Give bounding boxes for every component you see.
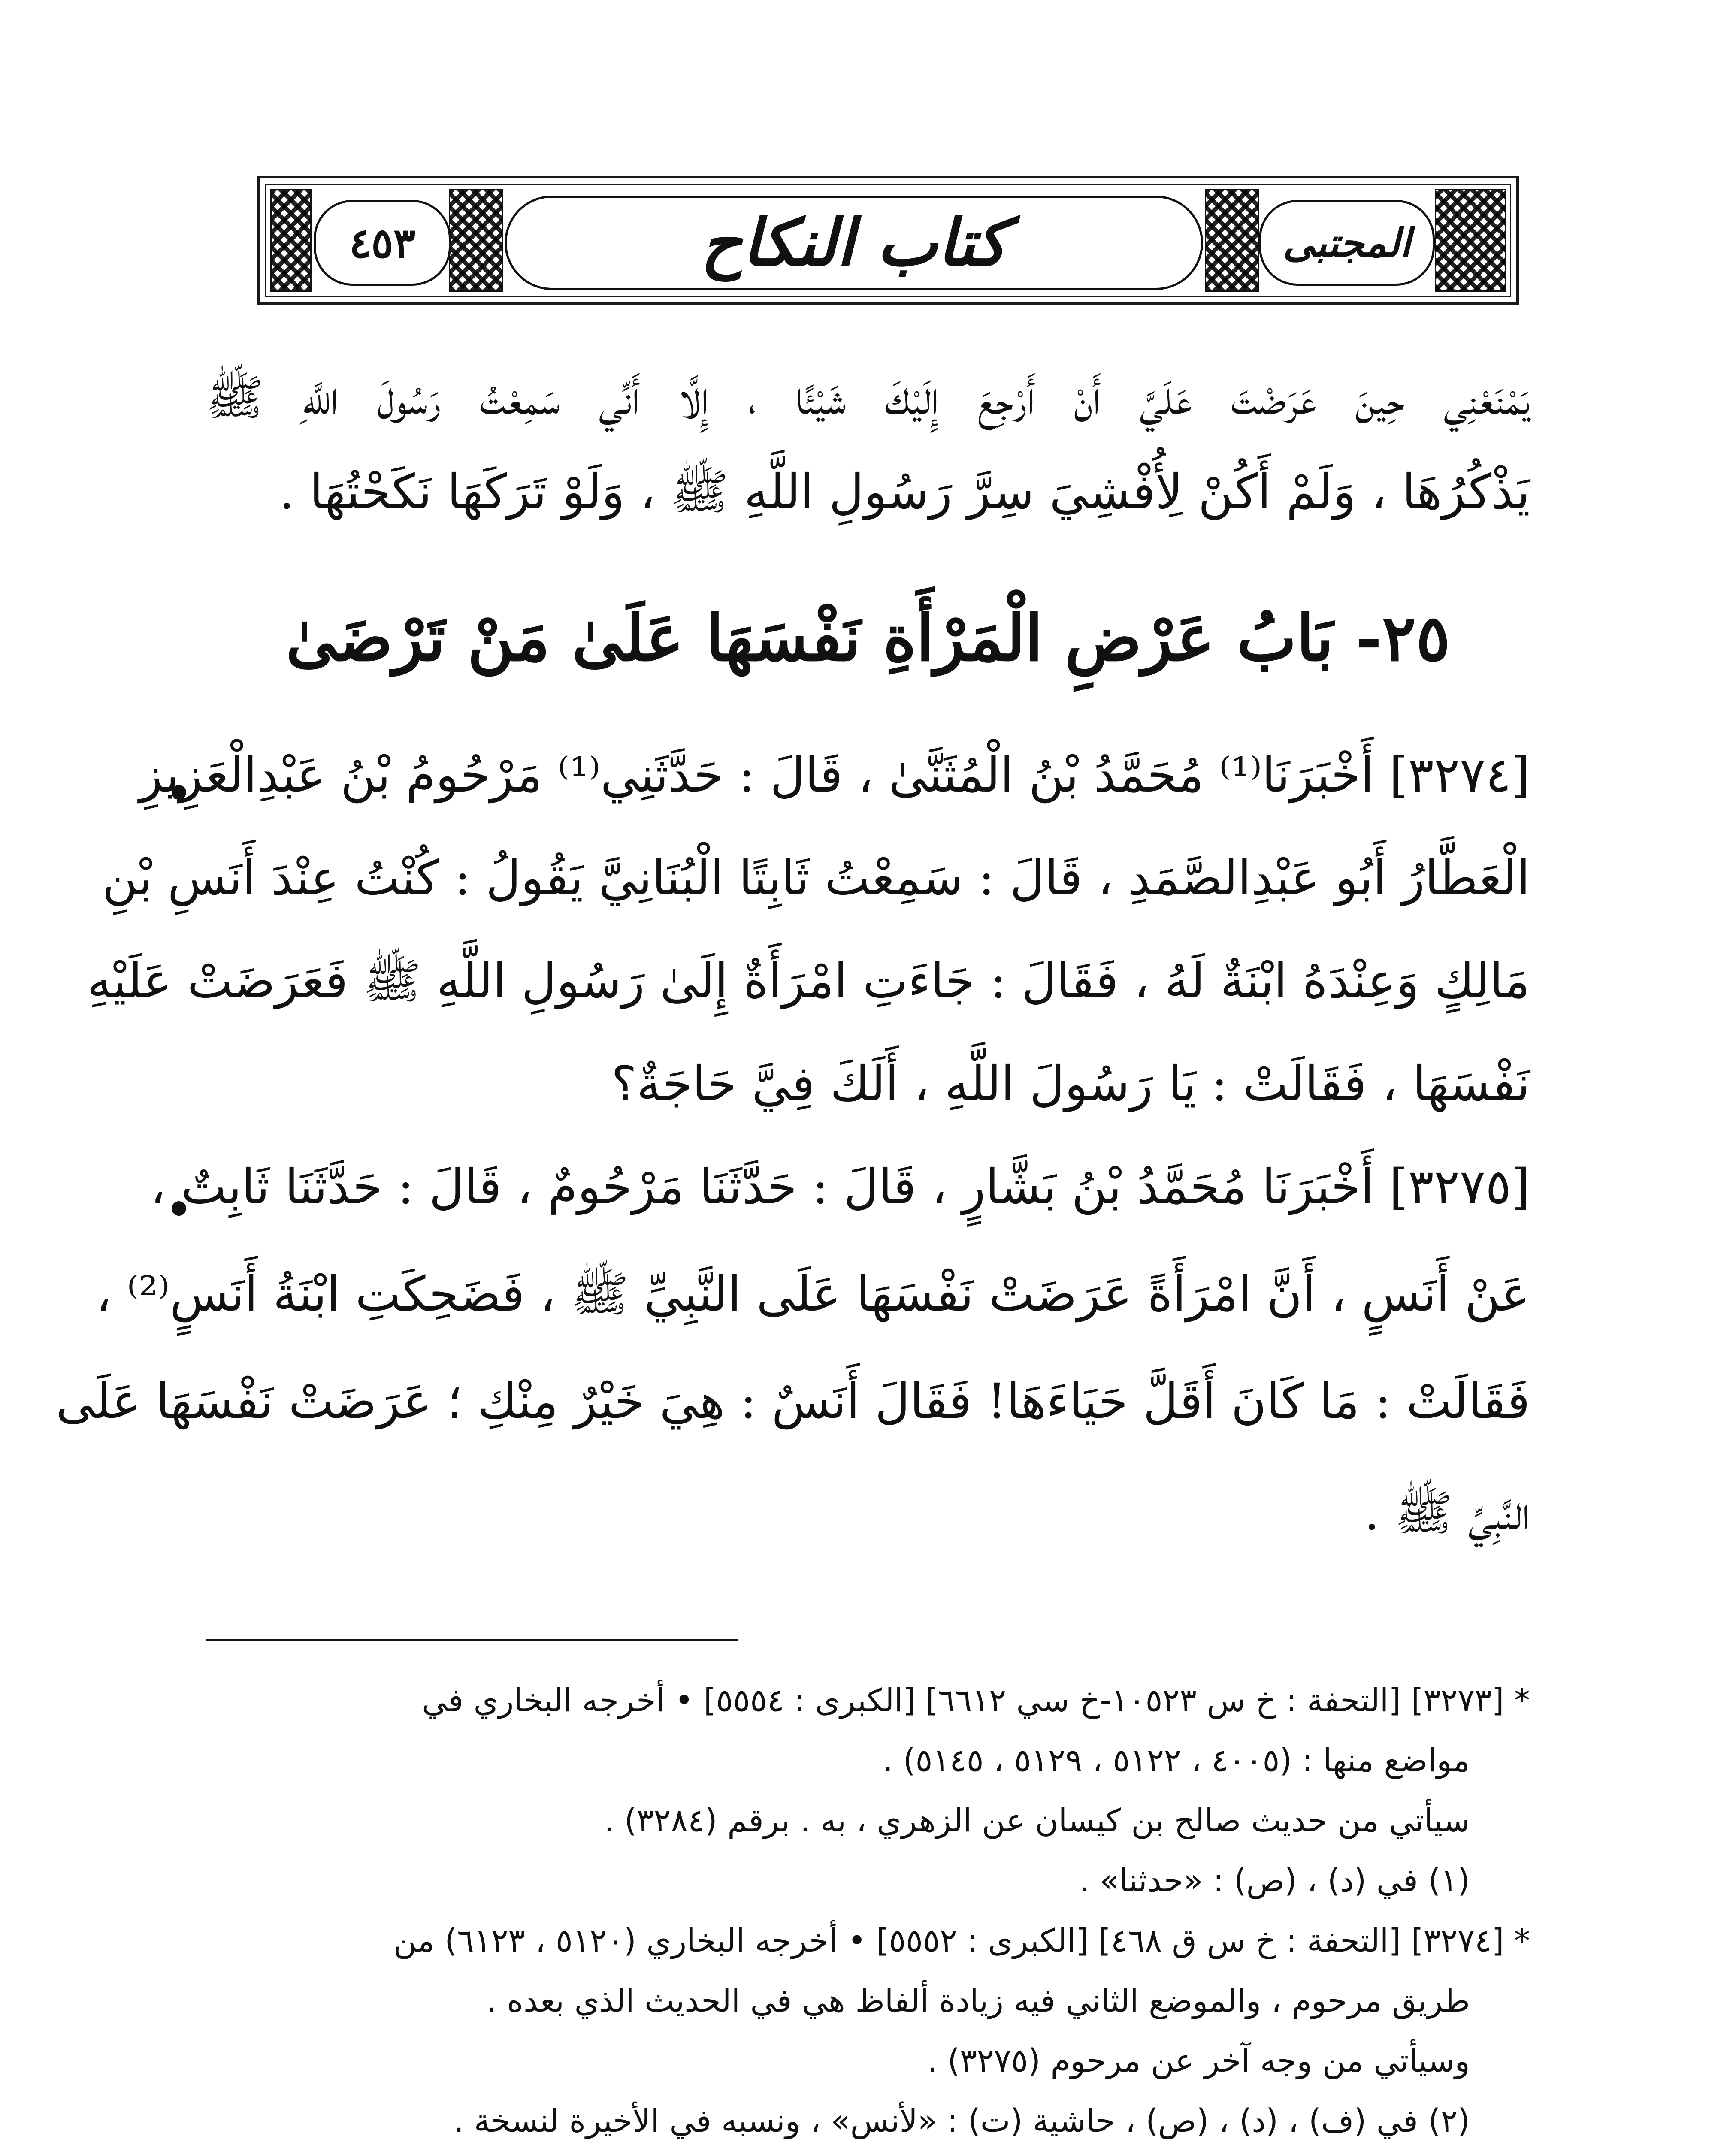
footnote-line: * [٣٢٧٣] [التحفة : خ س ١٠٥٢٣-خ سي ٦٦١٢] [الكبرى : ٥٥٥٤] • أخرجه البخاري في <box>422 1682 1530 1719</box>
hadith-3275-line-3: فَقَالَتْ : مَا كَانَ أَقَلَّ حَيَاءَهَا! فَقَالَ أَنَسٌ : هِيَ خَيْرٌ مِنْكِ ؛ عَرَضَتْ نَفْسَهَا عَلَى <box>56 1374 1530 1429</box>
hadith-3274-line-1: [٣٢٧٤] أَخْبَرَنَا⁽¹⁾ مُحَمَّدُ بْنُ الْمُثَنَّىٰ ، قَالَ : حَدَّثَنِي⁽¹⁾ مَرْحُومُ بْنُ عَبْدِالْعَزِيزِ <box>139 747 1530 803</box>
continuation-line-2: يَذْكُرُهَا ، وَلَمْ أَكُنْ لِأُفْشِيَ سِرَّ رَسُولِ اللَّهِ ﷺ ، وَلَوْ تَرَكَهَا نَكَحْتُهَا . <box>279 464 1530 520</box>
page-header <box>257 176 1519 305</box>
footnote-line: طريق مرحوم ، والموضع الثاني فيه زيادة ألفاظ هي في الحديث الذي بعده . <box>487 1982 1470 2019</box>
hadith-3274-line-3: مَالِكٍ وَعِنْدَهُ ابْنَةٌ لَهُ ، فَقَالَ : جَاءَتِ امْرَأَةٌ إِلَىٰ رَسُولِ اللَّهِ ﷺ فَعَرَضَتْ عَلَيْهِ <box>87 953 1530 1009</box>
header-ornament-left <box>270 189 312 292</box>
chapter-heading: ٢٥- بَابُ عَرْضِ الْمَرْأَةِ نَفْسَهَا عَلَىٰ مَنْ تَرْضَىٰ <box>286 601 1450 675</box>
footnote-separator <box>206 1639 738 1641</box>
hadith-3274-line-2: الْعَطَّارُ أَبُو عَبْدِالصَّمَدِ ، قَالَ : سَمِعْتُ ثَابِتًا الْبُنَانِيَّ يَقُولُ : كُنْتُ عِنْدَ أَنَسِ بْنِ <box>102 850 1530 906</box>
footnote-line: وسيأتي من وجه آخر عن مرحوم (٣٢٧٥) . <box>927 2042 1470 2079</box>
footnote-line: سيأتي من حديث صالح بن كيسان عن الزهري ، به . برقم (٣٢٨٤) . <box>604 1802 1470 1839</box>
footnote-line: * [٣٢٧٤] [التحفة : خ س ق ٤٦٨] [الكبرى : ٥٥٥٢] • أخرجه البخاري (٥١٢٠ ، ٦١٢٣) من <box>393 1922 1530 1959</box>
running-title: كتاب النكاح <box>505 196 1203 290</box>
hadith-3274-line-4: نَفْسَهَا ، فَقَالَتْ : يَا رَسُولَ اللَّهِ ، أَلَكَ فِيَّ حَاجَةٌ؟ <box>611 1056 1530 1112</box>
footnote-line: (١) في (د) ، (ص) : «حدثنا» . <box>1079 1862 1470 1899</box>
hadith-3275-line-4: النَّبِيِّ ﷺ . <box>1364 1485 1530 1541</box>
footnote-line: مواضع منها : (٤٠٠٥ ، ٥١٢٢ ، ٥١٢٩ ، ٥١٤٥) . <box>883 1742 1470 1779</box>
header-ornament-right <box>1435 189 1506 292</box>
page-number: ٤٥٣ <box>314 200 451 286</box>
continuation-line-1: يَمْنَعْنِي حِينَ عَرَضْتَ عَلَيَّ أَنْ أَرْجِعَ إِلَيْكَ شَيْئًا ، إِلَّا أَنِّي سَمِعْتُ رَسُولَ اللَّهِ ﷺ <box>206 370 1530 426</box>
header-ornament-left-inner <box>449 189 503 292</box>
header-ornament-right-inner <box>1205 189 1259 292</box>
hadith-3275-line-2: عَنْ أَنَسٍ ، أَنَّ امْرَأَةً عَرَضَتْ نَفْسَهَا عَلَى النَّبِيِّ ﷺ ، فَضَحِكَتِ ابْنَةُ أَنَسٍ⁽²⁾ ، <box>96 1266 1530 1322</box>
footnote-line: (٢) في (ف) ، (د) ، (ص) ، حاشية (ت) : «لأنس» ، ونسبه في الأخيرة لنسخة . <box>454 2103 1470 2139</box>
hadith-3275-line-1: [٣٢٧٥] أَخْبَرَنَا مُحَمَّدُ بْنُ بَشَّارٍ ، قَالَ : حَدَّثَنَا مَرْحُومٌ ، قَالَ : حَدَّثَنَا ثَابِتٌ ، <box>150 1159 1530 1215</box>
book-name-cartouche: المجتبى <box>1259 200 1435 286</box>
